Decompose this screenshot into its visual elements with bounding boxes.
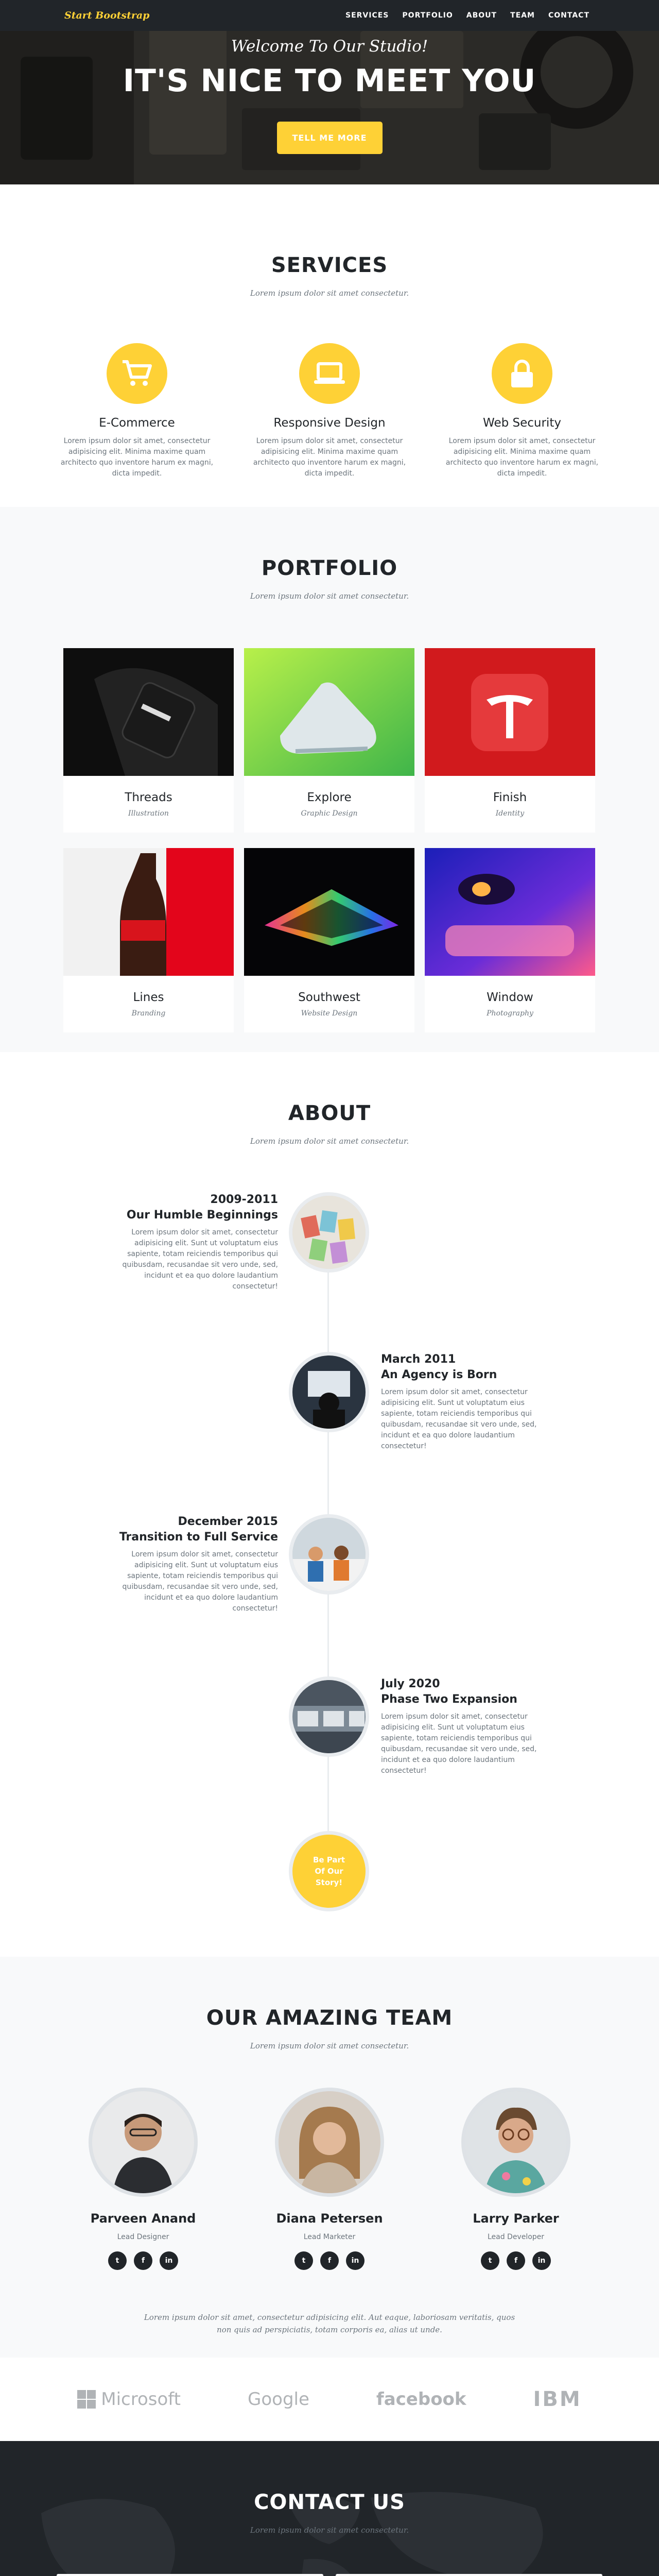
team-section <box>0 1957 659 2358</box>
service-text: Lorem ipsum dolor sit amet, consectetur adipisicing elit. Minima maxime quam architecto quo inventore harum ex magni, dicta impedit. <box>445 437 599 478</box>
twitter-icon[interactable]: t <box>294 2251 313 2270</box>
client-name: facebook <box>376 2389 466 2410</box>
portfolio-name: Explore <box>307 791 352 804</box>
avatar <box>275 2088 384 2197</box>
timeline-date: December 2015 <box>178 1515 278 1528</box>
portfolio-category: Graphic Design <box>301 809 358 818</box>
portfolio-item-finish[interactable] <box>425 648 595 833</box>
client-name: IBM <box>533 2387 582 2411</box>
timeline-heading: Phase Two Expansion <box>381 1693 517 1706</box>
timeline-item <box>72 1352 587 1450</box>
lock-icon <box>492 343 552 404</box>
tell-me-more-button[interactable]: TELL ME MORE <box>277 122 383 154</box>
portfolio-title: PORTFOLIO <box>261 556 398 580</box>
portfolio-category: Illustration <box>128 809 169 818</box>
avatar <box>89 2088 198 2197</box>
nav-item-portfolio[interactable]: PORTFOLIO <box>402 11 453 20</box>
member-role: Lead Marketer <box>303 2233 356 2241</box>
navbar <box>0 0 659 31</box>
hero-subtitle: Welcome To Our Studio! <box>231 37 428 56</box>
service-title: Responsive Design <box>273 416 386 430</box>
member-role: Lead Designer <box>117 2233 169 2241</box>
message-field[interactable] <box>336 2574 602 2576</box>
timeline-heading: An Agency is Born <box>381 1368 497 1381</box>
service-title: E-Commerce <box>99 416 175 430</box>
laptop-icon <box>299 343 360 404</box>
timeline-date: July 2020 <box>381 1677 440 1690</box>
portfolio-item-southwest[interactable] <box>244 848 414 1032</box>
client-name: Microsoft <box>101 2389 181 2410</box>
service-text: Lorem ipsum dolor sit amet, consectetur adipisicing elit. Minima maxime quam architecto quo inventore harum ex magni, dicta impedit. <box>60 437 214 478</box>
nav-item-about[interactable]: ABOUT <box>466 11 497 20</box>
service-text: Lorem ipsum dolor sit amet, consectetur adipisicing elit. Minima maxime quam architecto quo inventore harum ex magni, dicta impedit. <box>253 437 406 478</box>
portfolio-name: Threads <box>125 791 172 804</box>
microsoft-windows-icon <box>77 2390 96 2409</box>
story-line-1: Be Part <box>313 1855 345 1865</box>
timeline-heading: Our Humble Beginnings <box>126 1209 278 1222</box>
member-name: Parveen Anand <box>90 2211 196 2226</box>
timeline-body: Lorem ipsum dolor sit amet, consectetur adipisicing elit. Sunt ut voluptatum eius sapiente, totam reiciendis temporibus qui quibusdam, recusandae sit vero unde, sed, incidunt et ea quo dolore laudantium consectetur! <box>122 1550 278 1613</box>
about-section <box>0 1052 659 1957</box>
client-name: Google <box>248 2389 309 2410</box>
be-part-of-our-story-circle[interactable] <box>289 1831 369 1911</box>
team-subtitle: Lorem ipsum dolor sit amet consectetur. <box>250 2041 409 2050</box>
twitter-icon[interactable]: t <box>108 2251 127 2270</box>
twitter-icon[interactable]: t <box>481 2251 499 2270</box>
timeline-image <box>289 1676 369 1757</box>
shopping-cart-icon <box>107 343 167 404</box>
portfolio-item-lines[interactable] <box>63 848 234 1032</box>
client-logo-google[interactable] <box>248 2389 309 2410</box>
nav-item-services[interactable]: SERVICES <box>345 11 389 20</box>
linkedin-icon[interactable]: in <box>532 2251 551 2270</box>
story-line-2: Of Our <box>315 1867 343 1876</box>
client-logo-facebook[interactable] <box>376 2389 466 2410</box>
member-name: Diana Petersen <box>276 2211 383 2226</box>
portfolio-name: Lines <box>133 991 164 1004</box>
portfolio-item-explore[interactable] <box>244 648 414 833</box>
timeline-heading: Transition to Full Service <box>119 1531 278 1544</box>
timeline-image <box>289 1352 369 1432</box>
team-member <box>461 2088 570 2270</box>
contact-subtitle: Lorem ipsum dolor sit amet consectetur. <box>250 2526 409 2535</box>
portfolio-image[interactable] <box>244 648 414 776</box>
nav-item-team[interactable]: TEAM <box>510 11 535 20</box>
linkedin-icon[interactable]: in <box>346 2251 365 2270</box>
portfolio-item-threads[interactable] <box>63 648 234 833</box>
timeline-image <box>289 1514 369 1595</box>
portfolio-image[interactable] <box>63 848 234 976</box>
client-logo-ibm[interactable] <box>533 2387 582 2411</box>
member-role: Lead Developer <box>487 2233 545 2241</box>
portfolio-category: Branding <box>131 1009 166 1018</box>
facebook-icon[interactable]: f <box>507 2251 525 2270</box>
client-logo-microsoft[interactable] <box>77 2389 181 2410</box>
member-name: Larry Parker <box>473 2211 559 2226</box>
about-title: ABOUT <box>288 1101 371 1125</box>
portfolio-image[interactable] <box>425 648 595 776</box>
contact-section <box>0 2441 659 2576</box>
facebook-icon[interactable]: f <box>320 2251 339 2270</box>
portfolio-image[interactable] <box>63 648 234 776</box>
services-title: SERVICES <box>271 253 388 277</box>
timeline <box>72 1192 587 1913</box>
portfolio-subtitle: Lorem ipsum dolor sit amet consectetur. <box>250 591 409 601</box>
contact-form <box>57 2574 602 2576</box>
avatar <box>461 2088 570 2197</box>
timeline-item <box>72 1514 587 1613</box>
story-line-3: Story! <box>315 1878 343 1887</box>
nav-menu <box>345 11 589 20</box>
brand-logo[interactable]: Start Bootstrap <box>64 10 150 21</box>
timeline-body: Lorem ipsum dolor sit amet, consectetur adipisicing elit. Sunt ut voluptatum eius sapiente, totam reiciendis temporibus qui quibusdam, recusandae sit vero unde, sed, incidunt et ea quo dolore laudantium consectetur! <box>381 1388 537 1450</box>
portfolio-image[interactable] <box>244 848 414 976</box>
timeline-date: March 2011 <box>381 1353 456 1366</box>
contact-title: CONTACT US <box>254 2490 405 2514</box>
portfolio-category: Photography <box>487 1009 533 1018</box>
timeline-body: Lorem ipsum dolor sit amet, consectetur adipisicing elit. Sunt ut voluptatum eius sapiente, totam reiciendis temporibus qui quibusdam, recusandae sit vero unde, sed, incidunt et ea quo dolore laudantium consectetur! <box>381 1713 537 1775</box>
service-item <box>57 343 217 479</box>
facebook-icon[interactable]: f <box>134 2251 152 2270</box>
clients-section <box>0 2358 659 2441</box>
service-item <box>250 343 409 479</box>
about-subtitle: Lorem ipsum dolor sit amet consectetur. <box>250 1137 409 1146</box>
timeline-date: 2009-2011 <box>210 1193 278 1206</box>
timeline-item <box>72 1192 587 1291</box>
team-member <box>275 2088 384 2270</box>
portfolio-item-window[interactable] <box>425 848 595 1032</box>
team-note: Lorem ipsum dolor sit amet, consectetur adipisicing elit. Aut eaque, laboriosam veritatis, quos non quis ad perspiciatis, totam corporis ea, alias ut unde. <box>144 2313 515 2334</box>
services-subtitle: Lorem ipsum dolor sit amet consectetur. <box>250 289 409 298</box>
portfolio-section <box>0 507 659 1052</box>
linkedin-icon[interactable]: in <box>160 2251 178 2270</box>
team-member <box>89 2088 198 2270</box>
nav-item-contact[interactable]: CONTACT <box>548 11 589 20</box>
hero-title: IT'S NICE TO MEET YOU <box>123 63 536 99</box>
portfolio-category: Website Design <box>301 1009 358 1018</box>
portfolio-name: Southwest <box>298 991 360 1004</box>
portfolio-name: Finish <box>493 791 527 804</box>
name-field[interactable] <box>57 2574 323 2576</box>
service-title: Web Security <box>483 416 561 430</box>
portfolio-image[interactable] <box>425 848 595 976</box>
timeline-item <box>72 1676 587 1775</box>
timeline-body: Lorem ipsum dolor sit amet, consectetur adipisicing elit. Sunt ut voluptatum eius sapiente, totam reiciendis temporibus qui quibusdam, recusandae sit vero unde, sed, incidunt et ea quo dolore laudantium consectetur! <box>122 1228 278 1291</box>
service-item <box>442 343 602 479</box>
services-section <box>0 184 659 507</box>
portfolio-name: Window <box>487 991 533 1004</box>
team-title: OUR AMAZING TEAM <box>206 2006 453 2030</box>
timeline-image <box>289 1192 369 1273</box>
portfolio-category: Identity <box>495 809 525 818</box>
